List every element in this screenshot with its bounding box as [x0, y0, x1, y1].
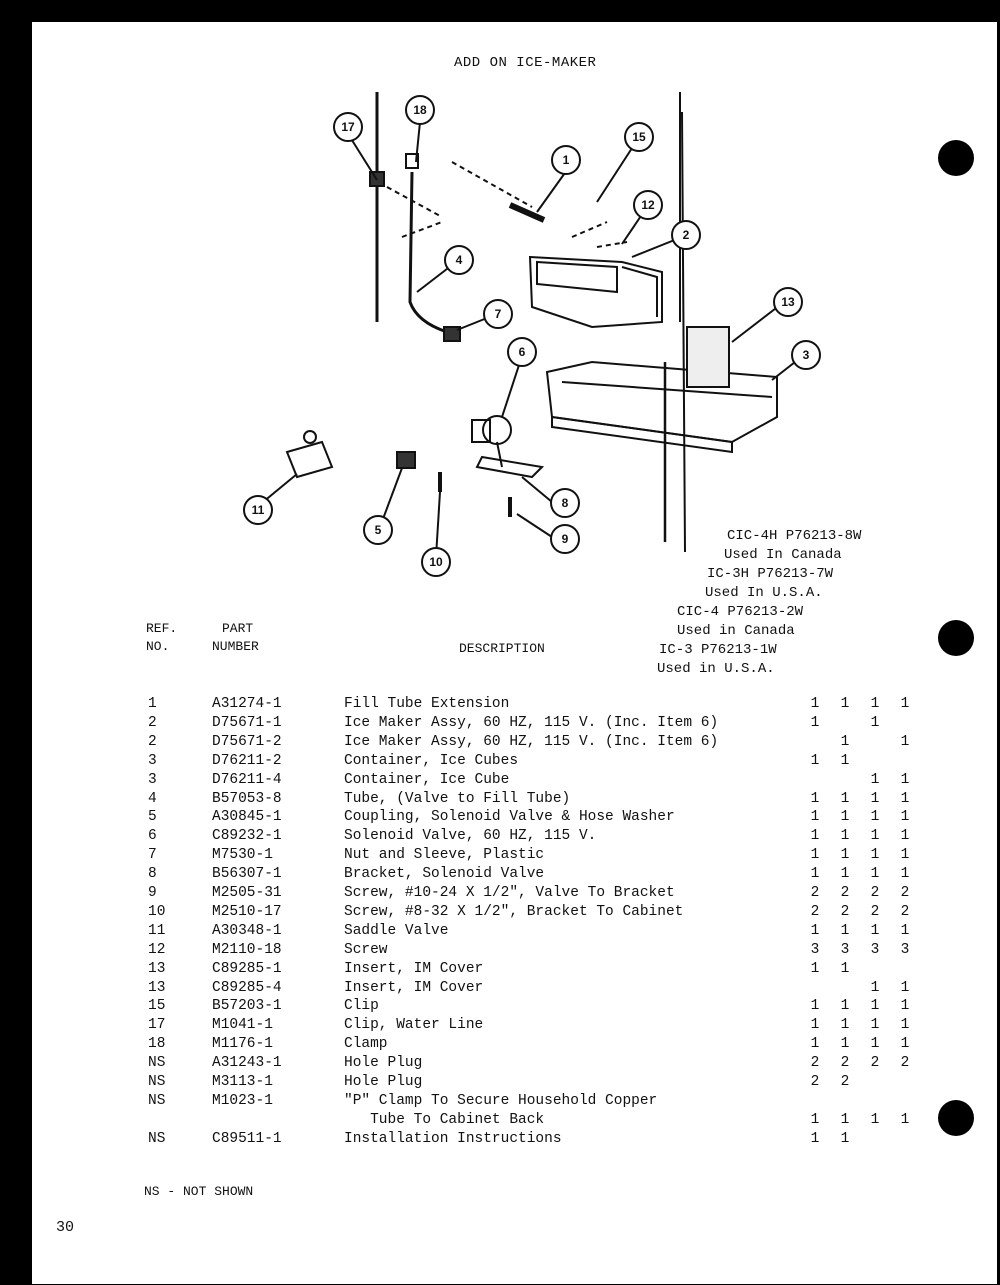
table-row [32, 1017, 997, 1036]
quantity-model-3: 1 [900, 828, 910, 845]
part-number: D76211-2 [212, 752, 282, 769]
page-number: 30 [56, 1219, 75, 1236]
quantity-model-0: 3 [810, 941, 820, 958]
quantity-model-1: 1 [840, 866, 850, 883]
part-number: C89511-1 [212, 1130, 282, 1147]
quantity-model-0: 1 [810, 1130, 820, 1147]
quantity-model-0: 1 [810, 1111, 820, 1128]
part-description: Screw, #8-32 X 1/2", Bracket To Cabinet [344, 903, 684, 920]
part-number: C89285-4 [212, 979, 282, 996]
callout-3: 3 [802, 348, 810, 362]
callout-2: 2 [682, 228, 690, 242]
part-description: Solenoid Valve, 60 HZ, 115 V. [344, 828, 597, 845]
quantity-model-2: 2 [870, 903, 880, 920]
quantity-model-3: 1 [900, 1017, 910, 1034]
callout-5: 5 [374, 523, 382, 537]
table-row [32, 715, 997, 734]
quantity-model-1: 1 [840, 790, 850, 807]
callout-1: 1 [562, 153, 570, 167]
quantity-model-0: 2 [810, 1055, 820, 1072]
quantity-model-0: 1 [810, 866, 820, 883]
part-number: B56307-1 [212, 866, 282, 883]
quantity-model-2: 1 [870, 771, 880, 788]
part-description: Clip [344, 998, 379, 1015]
table-row [32, 923, 997, 942]
quantity-model-1: 1 [840, 696, 850, 712]
part-number: A31243-1 [212, 1055, 282, 1072]
table-row [32, 734, 997, 753]
part-number: M7530-1 [212, 847, 273, 864]
quantity-model-0: 1 [810, 696, 820, 712]
ref-number: NS [148, 1130, 166, 1147]
part-number: M2505-31 [212, 885, 282, 901]
part-number: B57053-8 [212, 790, 282, 807]
quantity-model-1: 2 [840, 1055, 850, 1072]
table-row [32, 980, 997, 999]
quantity-model-0: 1 [810, 847, 820, 864]
quantity-model-1: 1 [840, 998, 850, 1015]
quantity-model-0: 1 [810, 714, 820, 731]
callout-17: 17 [341, 120, 355, 134]
quantity-model-2: 1 [870, 866, 880, 883]
quantity-model-0: 1 [810, 809, 820, 826]
quantity-model-3: 1 [900, 696, 910, 712]
ref-number: 17 [148, 1017, 166, 1034]
header-ref-2: NO. [146, 639, 170, 654]
quantity-model-1: 1 [840, 752, 850, 769]
parts-list-page [32, 22, 997, 1284]
quantity-model-2: 2 [870, 1055, 880, 1072]
model-code-0: CIC-4H P76213-8W [727, 528, 862, 544]
table-row [32, 866, 997, 885]
model-code-1: IC-3H P76213-7W [707, 566, 834, 582]
ref-number: 12 [148, 941, 166, 958]
quantity-model-3: 2 [900, 1055, 910, 1072]
callout-13: 13 [781, 295, 795, 309]
quantity-model-3: 1 [900, 809, 910, 826]
quantity-model-2: 1 [870, 790, 880, 807]
ref-number: 8 [148, 866, 157, 883]
part-description: Insert, IM Cover [344, 979, 484, 996]
part-description: Container, Ice Cubes [344, 752, 519, 769]
part-description: Saddle Valve [344, 922, 449, 939]
part-description: Container, Ice Cube [344, 771, 510, 788]
ref-number: 9 [148, 885, 157, 901]
ref-number: 13 [148, 979, 166, 996]
quantity-model-1: 2 [840, 885, 850, 901]
quantity-model-0: 1 [810, 960, 820, 977]
quantity-model-1: 1 [840, 1036, 850, 1053]
quantity-model-3: 3 [900, 941, 910, 958]
quantity-model-3: 1 [900, 979, 910, 996]
quantity-model-2: 1 [870, 847, 880, 864]
part-number: A30348-1 [212, 922, 282, 939]
part-description: Tube To Cabinet Back [344, 1111, 545, 1128]
quantity-model-2: 1 [870, 1036, 880, 1053]
callout-15: 15 [632, 130, 646, 144]
quantity-model-0: 1 [810, 1036, 820, 1053]
quantity-model-1: 3 [840, 941, 850, 958]
header-part-2: NUMBER [212, 639, 259, 654]
table-row [32, 1112, 997, 1131]
quantity-model-0: 1 [810, 998, 820, 1015]
model-used-1: Used In U.S.A. [705, 585, 823, 601]
quantity-model-3: 1 [900, 998, 910, 1015]
quantity-model-2: 1 [870, 809, 880, 826]
part-description: Bracket, Solenoid Valve [344, 866, 545, 883]
quantity-model-0: 1 [810, 752, 820, 769]
part-description: Ice Maker Assy, 60 HZ, 115 V. (Inc. Item 6) [344, 733, 719, 750]
part-number: D75671-2 [212, 733, 282, 750]
table-row [32, 753, 997, 772]
callout-6: 6 [518, 345, 526, 359]
part-number: M2510-17 [212, 903, 282, 920]
ref-number: 15 [148, 998, 166, 1015]
part-number: M1176-1 [212, 1036, 273, 1053]
ref-number: 5 [148, 809, 157, 826]
quantity-model-2: 1 [870, 714, 880, 731]
part-description: "P" Clamp To Secure Household Copper [344, 1092, 658, 1109]
ref-number: 3 [148, 752, 157, 769]
quantity-model-3: 1 [900, 790, 910, 807]
table-row [32, 696, 997, 715]
quantity-model-2: 1 [870, 922, 880, 939]
quantity-model-3: 1 [900, 922, 910, 939]
footnote: NS - NOT SHOWN [144, 1184, 254, 1199]
quantity-model-1: 1 [840, 1017, 850, 1034]
ref-number: 1 [148, 696, 157, 712]
table-row [32, 942, 997, 961]
quantity-model-0: 1 [810, 922, 820, 939]
quantity-model-1: 2 [840, 1074, 850, 1090]
quantity-model-3: 1 [900, 866, 910, 883]
part-description: Screw, #10-24 X 1/2", Valve To Bracket [344, 885, 675, 901]
ref-number: 11 [148, 922, 166, 939]
table-row [32, 998, 997, 1017]
quantity-model-2: 1 [870, 998, 880, 1015]
quantity-model-1: 2 [840, 903, 850, 920]
callout-8: 8 [561, 496, 569, 510]
quantity-model-0: 2 [810, 885, 820, 901]
header-description: DESCRIPTION [459, 641, 545, 656]
part-description: Insert, IM Cover [344, 960, 484, 977]
exploded-view-diagram [32, 22, 997, 642]
callout-11: 11 [251, 503, 265, 517]
quantity-model-2: 3 [870, 941, 880, 958]
quantity-model-1: 1 [840, 1130, 850, 1147]
part-number: M2110-18 [212, 941, 282, 958]
callout-12: 12 [641, 198, 655, 212]
callout-18: 18 [413, 103, 427, 117]
ref-number: 2 [148, 714, 157, 731]
part-description: Nut and Sleeve, Plastic [344, 847, 545, 864]
part-number: A30845-1 [212, 809, 282, 826]
table-row [32, 885, 997, 904]
quantity-model-0: 1 [810, 1017, 820, 1034]
quantity-model-1: 1 [840, 847, 850, 864]
ref-number: 10 [148, 903, 166, 920]
part-description: Coupling, Solenoid Valve & Hose Washer [344, 809, 675, 826]
quantity-model-2: 1 [870, 979, 880, 996]
quantity-model-1: 1 [840, 922, 850, 939]
part-description: Tube, (Valve to Fill Tube) [344, 790, 571, 807]
part-number: M1041-1 [212, 1017, 273, 1034]
ref-number: NS [148, 1055, 166, 1072]
part-number: A31274-1 [212, 696, 282, 712]
quantity-model-3: 2 [900, 885, 910, 901]
quantity-model-1: 1 [840, 828, 850, 845]
table-row [32, 828, 997, 847]
quantity-model-2: 1 [870, 696, 880, 712]
table-row [32, 1074, 997, 1093]
model-used-0: Used In Canada [724, 547, 842, 563]
quantity-model-1: 1 [840, 809, 850, 826]
page-title: ADD ON ICE-MAKER [454, 55, 597, 71]
quantity-model-3: 1 [900, 771, 910, 788]
quantity-model-1: 1 [840, 960, 850, 977]
part-description: Installation Instructions [344, 1130, 562, 1147]
header-ref-1: REF. [146, 621, 178, 636]
table-row [32, 1131, 997, 1150]
part-number: C89285-1 [212, 960, 282, 977]
part-description: Fill Tube Extension [344, 696, 510, 712]
part-description: Hole Plug [344, 1074, 423, 1090]
part-description: Ice Maker Assy, 60 HZ, 115 V. (Inc. Item 6) [344, 714, 719, 731]
table-row [32, 1093, 997, 1112]
ref-number: 7 [148, 847, 157, 864]
quantity-model-0: 1 [810, 790, 820, 807]
quantity-model-0: 2 [810, 1074, 820, 1090]
model-code-2: CIC-4 P76213-2W [677, 604, 804, 620]
table-row [32, 809, 997, 828]
ref-number: 13 [148, 960, 166, 977]
callout-4: 4 [455, 253, 463, 267]
ref-number: NS [148, 1092, 166, 1109]
header-part-1: PART [222, 621, 254, 636]
part-number: B57203-1 [212, 998, 282, 1015]
model-used-2: Used in Canada [677, 623, 795, 639]
table-row [32, 961, 997, 980]
quantity-model-2: 1 [870, 828, 880, 845]
quantity-model-3: 1 [900, 733, 910, 750]
table-row [32, 1055, 997, 1074]
ref-number: 3 [148, 771, 157, 788]
part-number: M3113-1 [212, 1074, 273, 1090]
quantity-model-3: 1 [900, 1036, 910, 1053]
table-row [32, 904, 997, 923]
ref-number: 4 [148, 790, 157, 807]
table-row [32, 847, 997, 866]
ref-number: 18 [148, 1036, 166, 1053]
quantity-model-1: 1 [840, 733, 850, 750]
part-number: D75671-1 [212, 714, 282, 731]
quantity-model-2: 1 [870, 1111, 880, 1128]
part-description: Clip, Water Line [344, 1017, 484, 1034]
callout-10: 10 [429, 555, 443, 569]
quantity-model-3: 1 [900, 1111, 910, 1128]
part-number: D76211-4 [212, 771, 282, 788]
table-row [32, 791, 997, 810]
ref-number: 6 [148, 828, 157, 845]
quantity-model-2: 1 [870, 1017, 880, 1034]
part-number: C89232-1 [212, 828, 282, 845]
part-number: M1023-1 [212, 1092, 273, 1109]
table-row [32, 772, 997, 791]
callout-7: 7 [494, 307, 502, 321]
ref-number: NS [148, 1074, 166, 1090]
quantity-model-1: 1 [840, 1111, 850, 1128]
part-description: Hole Plug [344, 1055, 423, 1072]
quantity-model-2: 2 [870, 885, 880, 901]
callout-9: 9 [561, 532, 569, 546]
ref-number: 2 [148, 733, 157, 750]
model-code-3: IC-3 P76213-1W [659, 642, 777, 658]
quantity-model-3: 2 [900, 903, 910, 920]
quantity-model-3: 1 [900, 847, 910, 864]
table-row [32, 1036, 997, 1055]
part-description: Clamp [344, 1036, 388, 1053]
quantity-model-0: 2 [810, 903, 820, 920]
model-used-3: Used in U.S.A. [657, 661, 775, 677]
part-description: Screw [344, 941, 388, 958]
quantity-model-0: 1 [810, 828, 820, 845]
